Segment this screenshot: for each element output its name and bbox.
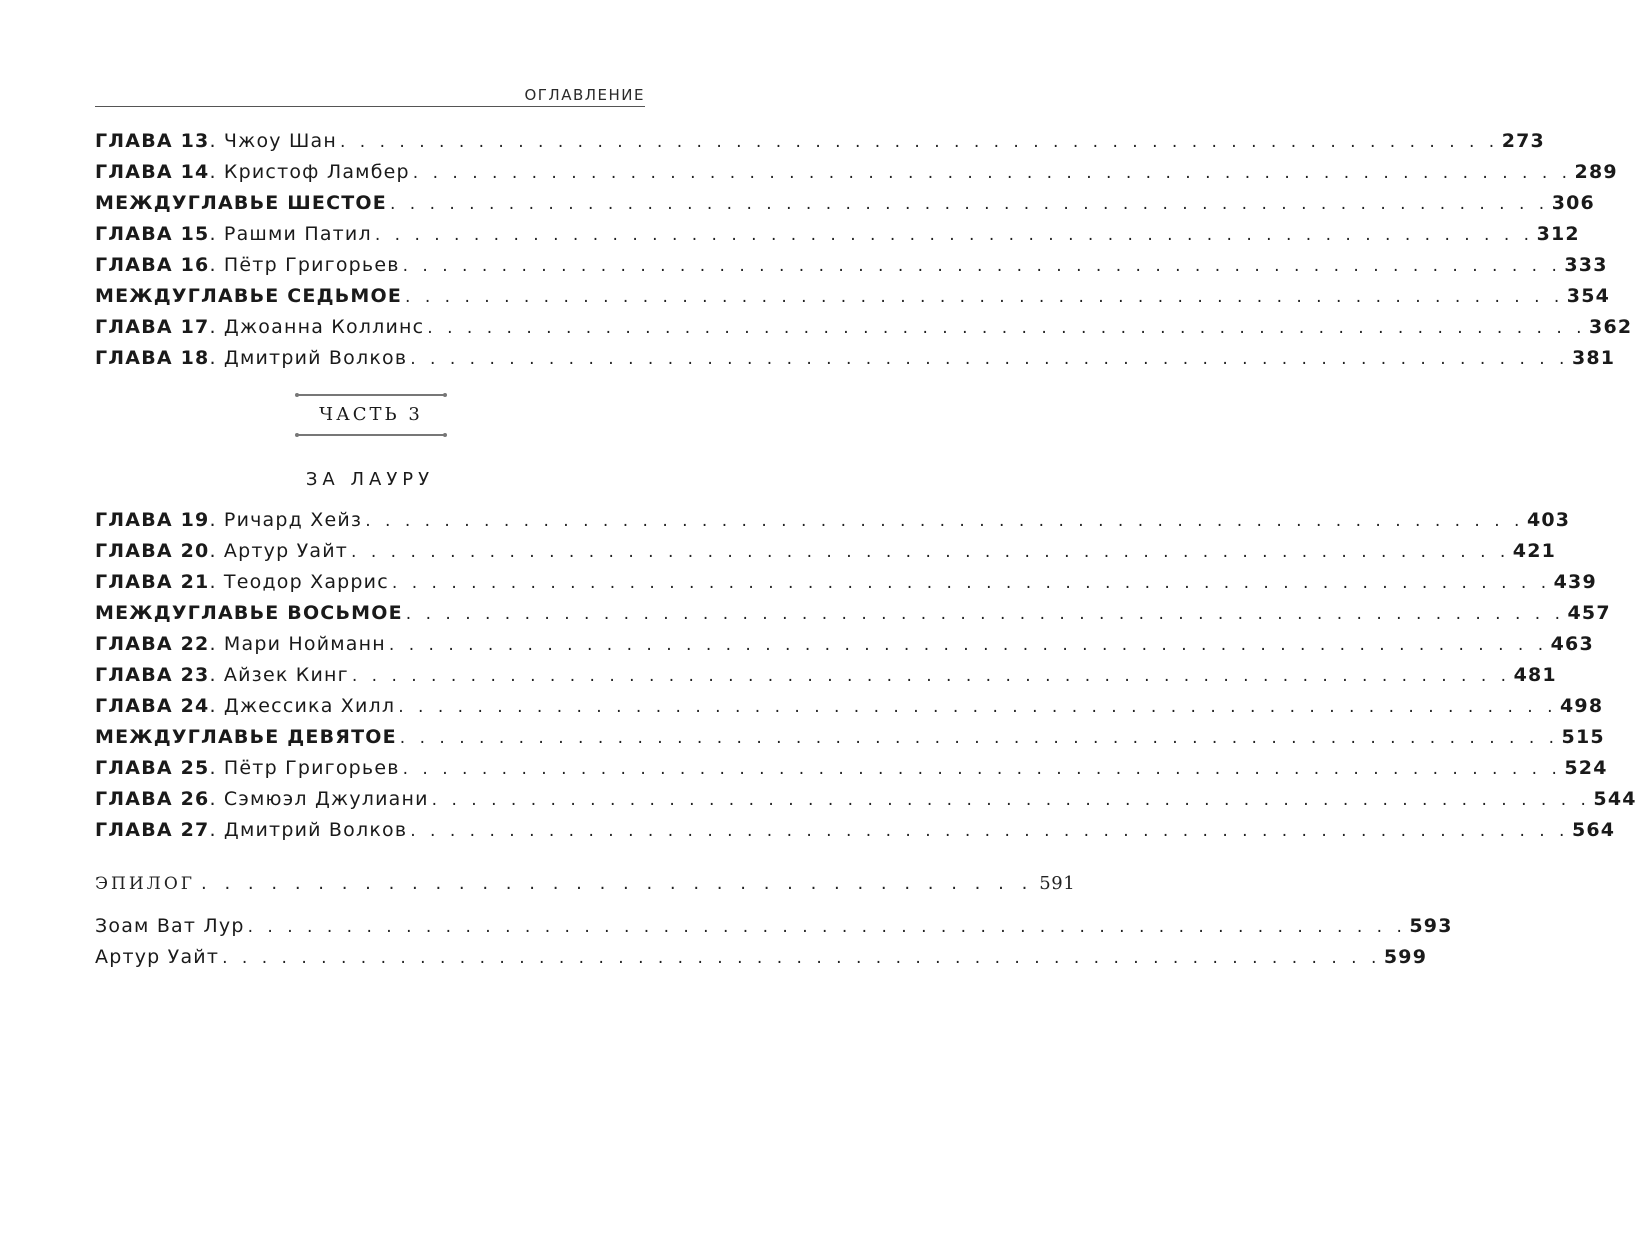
chapter-title: Сэмюэл Джулиани bbox=[223, 788, 429, 810]
chapter-title: МЕЖДУГЛАВЬЕ СЕДЬМОЕ bbox=[95, 285, 403, 307]
chapter-title: Дмитрий Волков bbox=[223, 819, 408, 841]
toc-entry-label: ГЛАВА 25. Пётр Григорьев bbox=[95, 757, 400, 779]
toc-entry[interactable] bbox=[95, 788, 1637, 819]
page-number: 312 bbox=[1536, 223, 1580, 245]
dot-leader: . . . . . . . . . . . . . . . . . . . . . . . . . . . . . . . . . . . . . . . . . . . . . . . . . . . . . . . . . . . bbox=[391, 573, 1551, 593]
page-number: 306 bbox=[1551, 192, 1595, 214]
chapter-title: Теодор Харрис bbox=[223, 571, 389, 593]
toc-entry-label bbox=[95, 946, 219, 968]
dot-leader: . . . . . . . . . . . . . . . . . . . . . . . . . . . . . . . . . . . . . . . . . . . . . . . . . . . . . . . . . . . bbox=[412, 163, 1572, 183]
dot-leader: . . . . . . . . . . . . . . . . . . . . . . . . . . . . . . . . . . . . . . . . . . . . . . . . . . . . . . . . . . . bbox=[247, 917, 1407, 937]
toc-epilogue-entry[interactable] bbox=[95, 873, 1076, 894]
dot-leader: . . . . . . . . . . . . . . . . . . . . . . . . . . . . . . . . . . . . . . . . . . . . . . . . . . . . . . . . . . . bbox=[222, 948, 1381, 968]
toc-entry[interactable] bbox=[95, 571, 1597, 602]
chapter-number: ГЛАВА 19 bbox=[95, 509, 210, 531]
part-heading bbox=[298, 394, 444, 436]
dot-leader: . . . . . . . . . . . . . . . . . . . . . . . . . . . . . . . . . . . . . . . . . . . . . . . . . . . . . . . . . . . bbox=[410, 821, 1569, 841]
toc-entry-label: ГЛАВА 22. Мари Нойманн bbox=[95, 633, 386, 655]
dot-leader: . . . . . . . . . . . . . . . . . . . . . . . . . . . . . . . . . . . . . . . . . . . . . . . . . . . . . . . . . . . bbox=[351, 542, 1510, 562]
toc-entry-label: ГЛАВА 15. Рашми Патил bbox=[95, 223, 372, 245]
toc-entry-label bbox=[95, 192, 387, 214]
toc-block-part-2-end bbox=[95, 130, 1633, 378]
toc-entry[interactable] bbox=[95, 946, 1428, 977]
chapter-title: Артур Уайт bbox=[223, 540, 349, 562]
chapter-number: ГЛАВА 26 bbox=[95, 788, 210, 810]
toc-entry[interactable] bbox=[95, 509, 1571, 540]
part-subtitle: ЗА ЛАУРУ bbox=[305, 469, 435, 490]
toc-entry-label: ГЛАВА 24. Джессика Хилл bbox=[95, 695, 396, 717]
chapter-number: ГЛАВА 22 bbox=[95, 633, 210, 655]
chapter-number: ГЛАВА 18 bbox=[95, 347, 210, 369]
toc-entry-label: ГЛАВА 23. Айзек Кинг bbox=[95, 664, 349, 686]
toc-entry-label bbox=[95, 602, 403, 624]
dot-leader: . . . . . . . . . . . . . . . . . . . . . . . . . . . . . . . . . . . . . . . . . . . . . . . . . . . . . . . . . . . bbox=[399, 728, 1559, 748]
toc-entry-label: ГЛАВА 13. Чжоу Шан bbox=[95, 130, 337, 152]
page-number: 463 bbox=[1550, 633, 1594, 655]
toc-entry-label: ГЛАВА 21. Теодор Харрис bbox=[95, 571, 389, 593]
toc-entry-label: ГЛАВА 27. Дмитрий Волков bbox=[95, 819, 408, 841]
dot-leader: . . . . . . . . . . . . . . . . . . . . . . . . . . . . . . . . . . . . . . . . . . . . . . . . . . . . . . . . . . . bbox=[389, 194, 1549, 214]
toc-block-part-3 bbox=[95, 509, 1637, 850]
toc-entry[interactable] bbox=[95, 540, 1557, 571]
chapter-title: Рашми Патил bbox=[223, 223, 372, 245]
chapter-title: МЕЖДУГЛАВЬЕ ВОСЬМОЕ bbox=[95, 602, 403, 624]
page-number: 421 bbox=[1512, 540, 1557, 562]
dot-leader: . . . . . . . . . . . . . . . . . . . . . . . . . . . . . . . . . . . . . . . . . . . . . . . . . . . . . . . . . . . bbox=[405, 604, 1565, 624]
chapter-number: ГЛАВА 13 bbox=[95, 130, 210, 152]
chapter-title: МЕЖДУГЛАВЬЕ ДЕВЯТОЕ bbox=[95, 726, 397, 748]
page-number: 481 bbox=[1513, 664, 1557, 686]
chapter-title: Пётр Григорьев bbox=[223, 757, 400, 779]
chapter-number: ГЛАВА 25 bbox=[95, 757, 210, 779]
chapter-number: ГЛАВА 17 bbox=[95, 316, 210, 338]
toc-entry[interactable] bbox=[95, 664, 1557, 695]
page-number: 381 bbox=[1571, 347, 1616, 369]
header-rule bbox=[95, 106, 645, 107]
page-number: 599 bbox=[1383, 946, 1428, 968]
toc-entry-label bbox=[95, 285, 402, 307]
chapter-title: Мари Нойманн bbox=[223, 633, 386, 655]
toc-entry[interactable] bbox=[95, 819, 1616, 850]
page-number: 524 bbox=[1564, 757, 1608, 779]
dot-leader: . . . . . . . . . . . . . . . . . . . . . . . . . . . . . . . . . . . . . . . . . . . . . . . . . . . . . . . . . . . bbox=[388, 635, 1548, 655]
page-number: 544 bbox=[1593, 788, 1637, 810]
toc-entry-label: ГЛАВА 16. Пётр Григорьев bbox=[95, 254, 400, 276]
chapter-number: ГЛАВА 20 bbox=[95, 540, 210, 562]
part-ornament-rule-bottom bbox=[298, 434, 444, 436]
part-title: ЧАСТЬ 3 bbox=[319, 404, 423, 425]
dot-leader: . . . . . . . . . . . . . . . . . . . . . . . . . . . . . . . . . . . . . . . . . . . . . . . . . . . . . . . . . . . bbox=[365, 511, 1524, 531]
chapter-title: Айзек Кинг bbox=[223, 664, 349, 686]
chapter-title: Пётр Григорьев bbox=[223, 254, 400, 276]
dot-leader: . . . . . . . . . . . . . . . . . . . . . . . . . . . . . . . . . . . . . . . . . . . . . . . . . . . . . . . . . . . bbox=[410, 349, 1569, 369]
toc-entry[interactable] bbox=[95, 602, 1611, 633]
chapter-title: Чжоу Шан bbox=[223, 130, 337, 152]
chapter-title: Артур Уайт bbox=[95, 946, 220, 968]
chapter-title: Дмитрий Волков bbox=[223, 347, 408, 369]
toc-entry-label bbox=[95, 915, 245, 937]
toc-entry[interactable] bbox=[95, 223, 1580, 254]
toc-block-epilogue bbox=[95, 915, 1453, 977]
toc-entry[interactable] bbox=[95, 254, 1608, 285]
toc-entry-label: ГЛАВА 20. Артур Уайт bbox=[95, 540, 349, 562]
page-number: 333 bbox=[1564, 254, 1608, 276]
chapter-number: ГЛАВА 16 bbox=[95, 254, 210, 276]
toc-entry[interactable] bbox=[95, 285, 1611, 316]
toc-entry[interactable] bbox=[95, 915, 1453, 946]
toc-entry-label: ГЛАВА 17. Джоанна Коллинс bbox=[95, 316, 425, 338]
chapter-title: Ричард Хейз bbox=[223, 509, 363, 531]
chapter-number: ГЛАВА 23 bbox=[95, 664, 210, 686]
dot-leader: . . . . . . . . . . . . . . . . . . . . . . . . . . . . . . . . . . . . . . . . . . . . . . . . . . . . . . . . . . . bbox=[339, 132, 1499, 152]
page-number: 498 bbox=[1559, 695, 1604, 717]
dot-leader: . . . . . . . . . . . . . . . . . . . . . . . . . . . . . . . . . . . . . . . . . . . . . . . . . . . . . . . . . . . bbox=[402, 759, 1562, 779]
page-number: 515 bbox=[1561, 726, 1605, 748]
running-head: ОГЛАВЛЕНИЕ bbox=[524, 86, 645, 104]
chapter-title: Кристоф Ламбер bbox=[223, 161, 410, 183]
toc-entry[interactable] bbox=[95, 316, 1633, 347]
page-number: 439 bbox=[1553, 571, 1597, 593]
toc-entry[interactable] bbox=[95, 347, 1616, 378]
chapter-number: ГЛАВА 21 bbox=[95, 571, 210, 593]
part-ornament-rule-top bbox=[298, 394, 444, 396]
page-number: 593 bbox=[1409, 915, 1453, 937]
toc-entry-label bbox=[95, 726, 397, 748]
chapter-title: МЕЖДУГЛАВЬЕ ШЕСТОЕ bbox=[95, 192, 387, 214]
dot-leader: . . . . . . . . . . . . . . . . . . . . . . . . . . . . . . . . . . . . . . . . . . . . . . . . . . . . . . . . . . . bbox=[398, 697, 1557, 717]
toc-entry[interactable] bbox=[95, 757, 1608, 788]
page-number: 273 bbox=[1501, 130, 1545, 152]
toc-entry-label: ГЛАВА 14. Кристоф Ламбер bbox=[95, 161, 410, 183]
toc-entry[interactable] bbox=[95, 695, 1604, 726]
toc-entry-label: ГЛАВА 19. Ричард Хейз bbox=[95, 509, 363, 531]
dot-leader: . . . . . . . . . . . . . . . . . . . . . . . . . . . . . . . . . . . . . . . . . . . . . . . . . . . . . . . . . . . bbox=[374, 225, 1534, 245]
chapter-title: Зоам Ват Лур bbox=[95, 915, 245, 937]
page-number: 354 bbox=[1566, 285, 1611, 307]
dot-leader: . . . . . . . . . . . . . . . . . . . . . . . . . . . . . . . . . . . . . . . . . . . . . . . . . . . . . . . . . . . bbox=[427, 318, 1587, 338]
epilogue-page-number: 591 bbox=[1039, 873, 1076, 894]
chapter-title: Джоанна Коллинс bbox=[223, 316, 425, 338]
toc-entry[interactable] bbox=[95, 633, 1594, 664]
chapter-title: Джессика Хилл bbox=[223, 695, 396, 717]
page-number: 403 bbox=[1526, 509, 1571, 531]
page-number: 564 bbox=[1571, 819, 1616, 841]
chapter-number: ГЛАВА 14 bbox=[95, 161, 210, 183]
dot-leader: . . . . . . . . . . . . . . . . . . . . . . . . . . . . . . . . . . . . bbox=[201, 873, 1034, 894]
dot-leader: . . . . . . . . . . . . . . . . . . . . . . . . . . . . . . . . . . . . . . . . . . . . . . . . . . . . . . . . . . . bbox=[405, 287, 1564, 307]
dot-leader: . . . . . . . . . . . . . . . . . . . . . . . . . . . . . . . . . . . . . . . . . . . . . . . . . . . . . . . . . . . bbox=[351, 666, 1511, 686]
toc-entry[interactable] bbox=[95, 161, 1618, 192]
toc-entry[interactable] bbox=[95, 726, 1605, 757]
toc-entry-label: ГЛАВА 18. Дмитрий Волков bbox=[95, 347, 408, 369]
chapter-number: ГЛАВА 15 bbox=[95, 223, 210, 245]
toc-entry[interactable] bbox=[95, 192, 1595, 223]
toc-entry[interactable] bbox=[95, 130, 1545, 161]
dot-leader: . . . . . . . . . . . . . . . . . . . . . . . . . . . . . . . . . . . . . . . . . . . . . . . . . . . . . . . . . . . bbox=[402, 256, 1562, 276]
page-number: 289 bbox=[1574, 161, 1618, 183]
epilogue-label: ЭПИЛОГ bbox=[95, 874, 196, 894]
chapter-number: ГЛАВА 27 bbox=[95, 819, 210, 841]
page-number: 362 bbox=[1589, 316, 1633, 338]
dot-leader: . . . . . . . . . . . . . . . . . . . . . . . . . . . . . . . . . . . . . . . . . . . . . . . . . . . . . . . . . . . bbox=[431, 790, 1591, 810]
page-number: 457 bbox=[1567, 602, 1611, 624]
toc-entry-label: ГЛАВА 26. Сэмюэл Джулиани bbox=[95, 788, 429, 810]
chapter-number: ГЛАВА 24 bbox=[95, 695, 210, 717]
